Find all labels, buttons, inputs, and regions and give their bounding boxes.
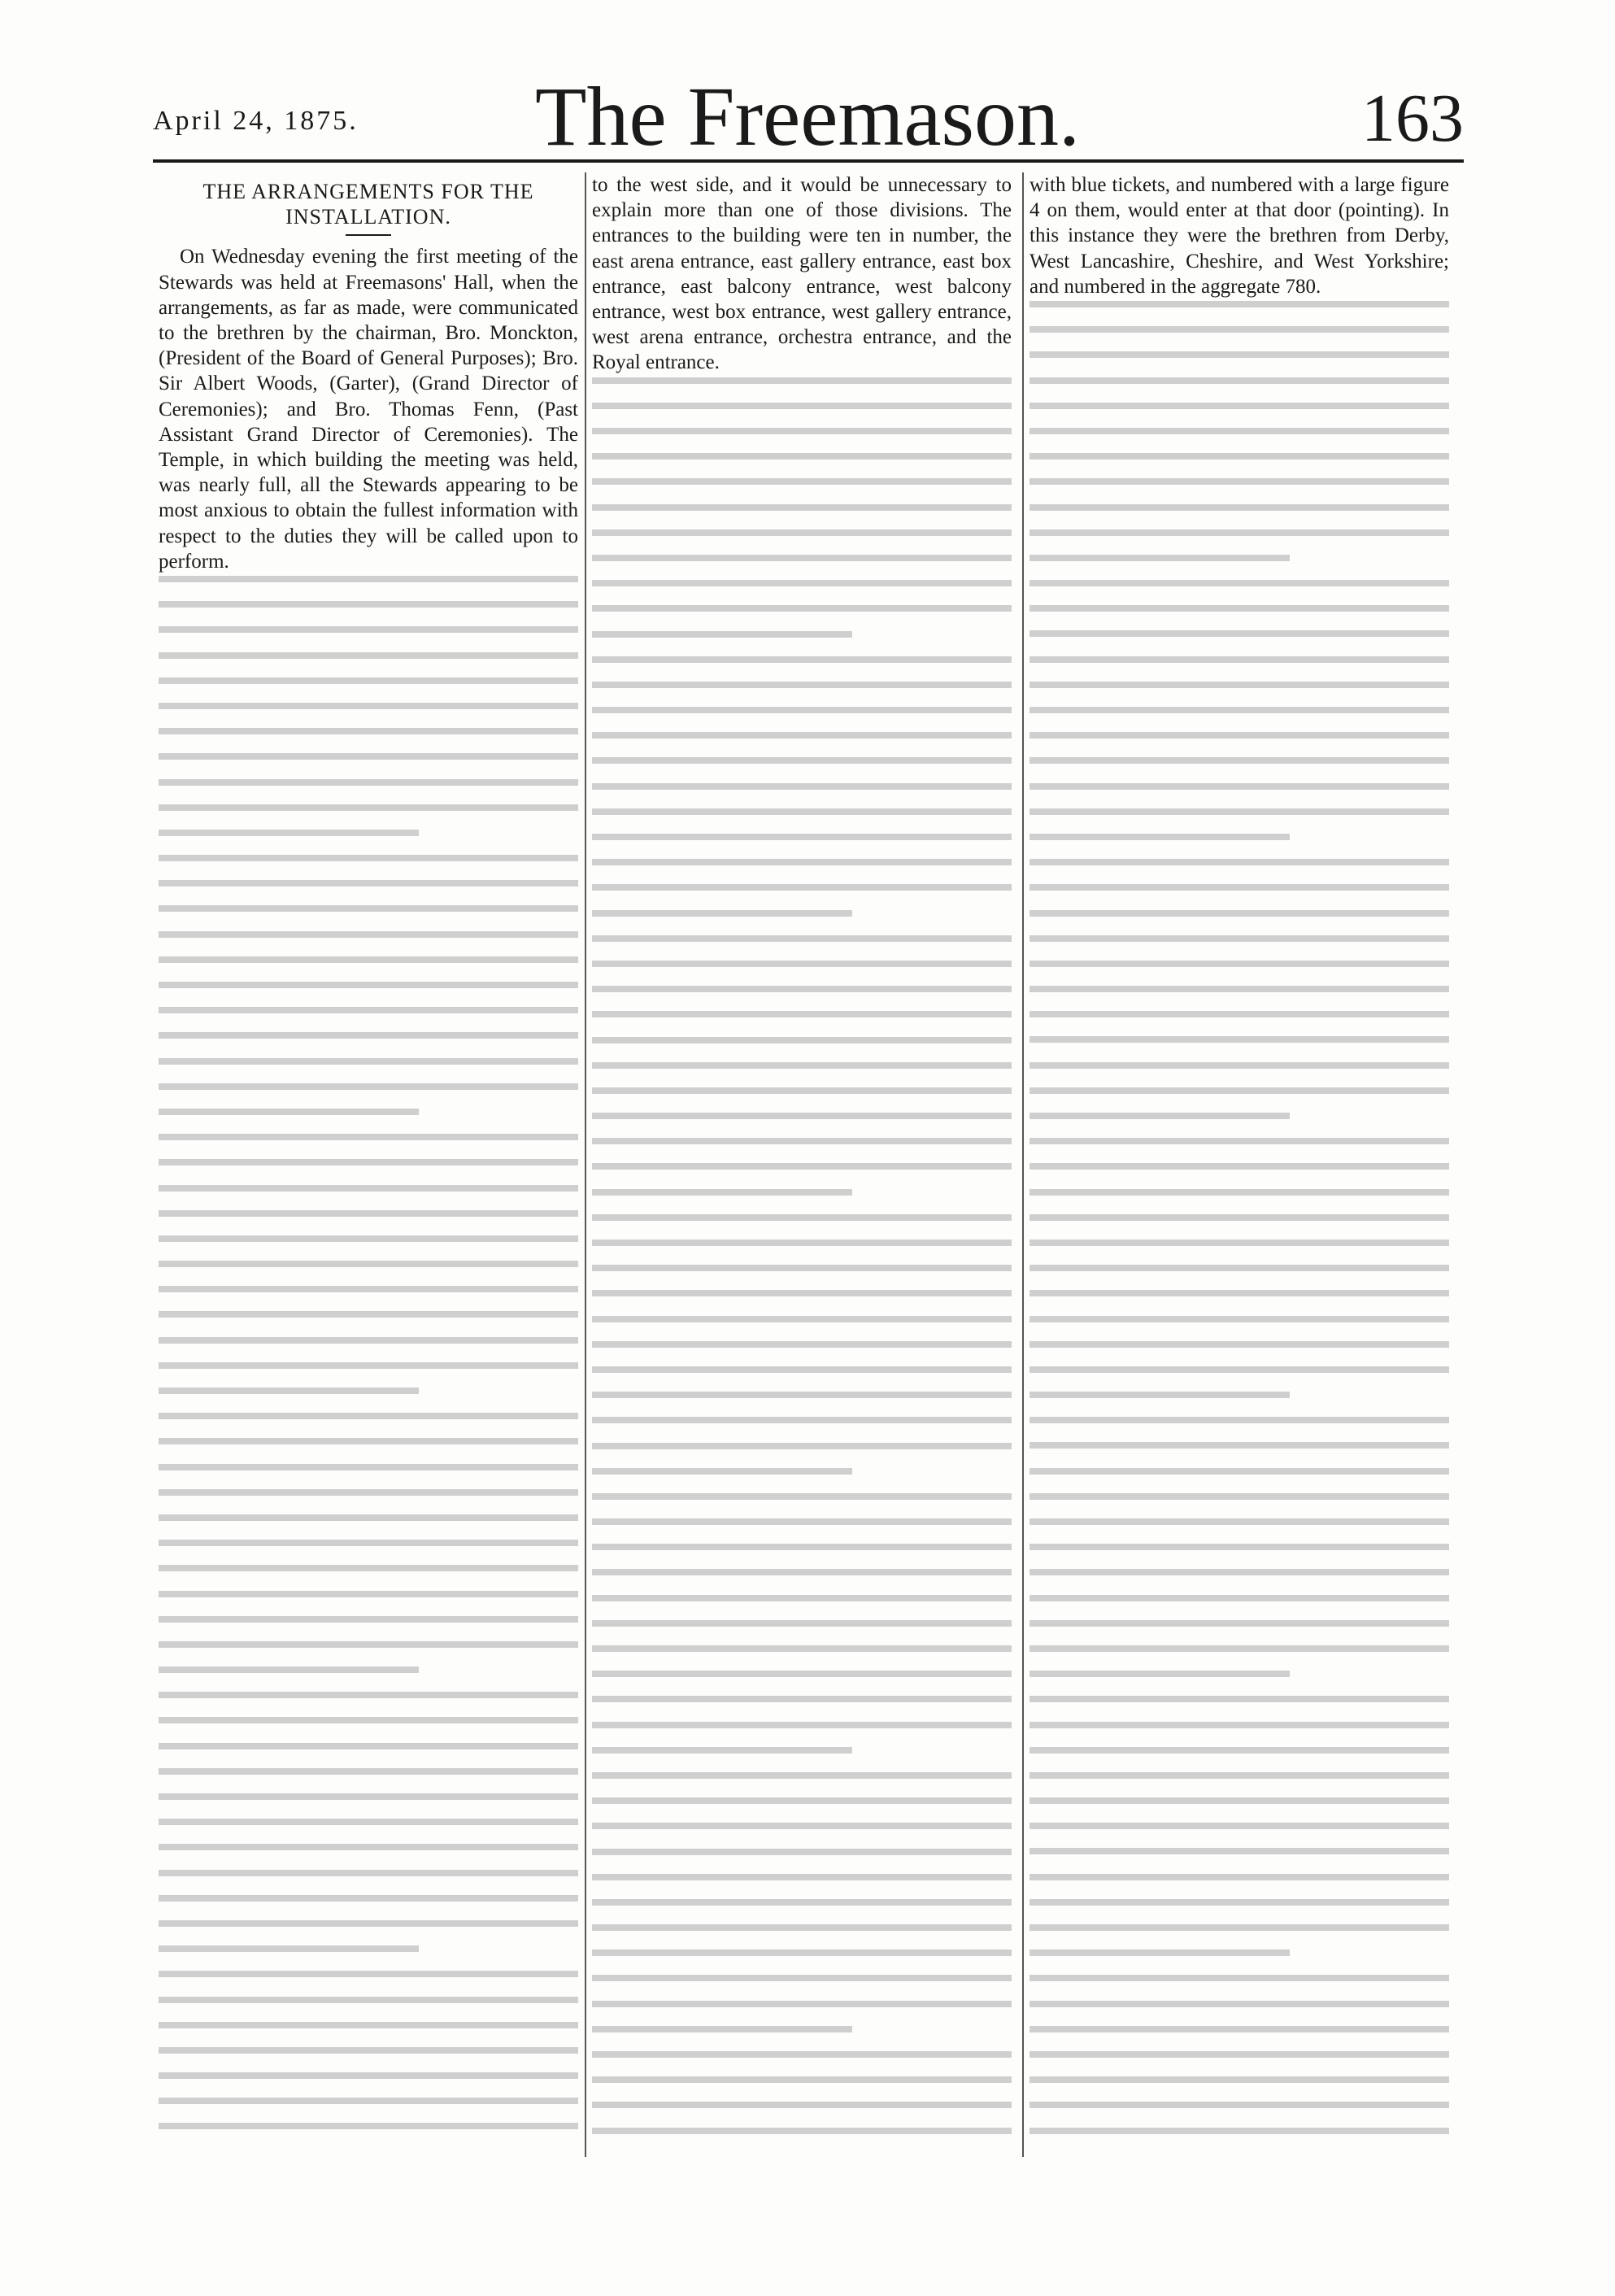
text-line-placeholder [159, 1286, 578, 1292]
text-line-placeholder [592, 2102, 1012, 2108]
text-line-placeholder [1030, 1620, 1449, 1627]
text-line-placeholder [1030, 377, 1449, 384]
text-line-placeholder [592, 1417, 1012, 1423]
text-line-placeholder [1030, 1950, 1290, 1956]
text-line-placeholder [1030, 1595, 1449, 1601]
unreadable-text-placeholder [159, 576, 578, 2129]
text-line-placeholder [159, 2123, 578, 2129]
text-line-placeholder [159, 1641, 578, 1648]
text-line-placeholder [1030, 478, 1449, 485]
text-line-placeholder [1030, 961, 1449, 967]
text-line-placeholder [1030, 326, 1449, 333]
text-line-placeholder [592, 732, 1012, 738]
text-line-placeholder [1030, 403, 1449, 409]
text-line-placeholder [592, 2026, 852, 2032]
text-line-placeholder [1030, 1417, 1449, 1423]
text-line-placeholder [1030, 555, 1290, 561]
text-line-placeholder [159, 1895, 578, 1902]
text-line-placeholder [1030, 1087, 1449, 1094]
text-line-placeholder [592, 859, 1012, 865]
text-line-placeholder [592, 377, 1012, 384]
text-line-placeholder [592, 2051, 1012, 2058]
text-line-placeholder [159, 1514, 578, 1521]
text-line-placeholder [1030, 1874, 1449, 1880]
text-line-placeholder [592, 1239, 1012, 1246]
text-line-placeholder [159, 1616, 578, 1623]
text-line-placeholder [159, 1159, 578, 1165]
text-line-placeholder [159, 1945, 419, 1952]
text-line-placeholder [1030, 580, 1449, 586]
text-line-placeholder [159, 1793, 578, 1800]
text-column-2 [592, 172, 1012, 2157]
text-line-placeholder [159, 1540, 578, 1546]
text-line-placeholder [592, 1087, 1012, 1094]
text-line-placeholder [1030, 1797, 1449, 1804]
text-line-placeholder [159, 1819, 578, 1825]
text-line-placeholder [159, 982, 578, 988]
text-line-placeholder [159, 1311, 578, 1318]
text-line-placeholder [159, 1870, 578, 1876]
text-line-placeholder [592, 1645, 1012, 1652]
text-line-placeholder [159, 1083, 578, 1090]
text-line-placeholder [1030, 783, 1449, 790]
text-line-placeholder [592, 1341, 1012, 1348]
text-line-placeholder [592, 1265, 1012, 1271]
text-line-placeholder [159, 1666, 419, 1673]
text-line-placeholder [592, 1037, 1012, 1043]
text-line-placeholder [159, 1134, 578, 1140]
text-line-placeholder [159, 1971, 578, 1977]
text-line-placeholder [592, 1874, 1012, 1880]
text-line-placeholder [1030, 1062, 1449, 1069]
text-line-placeholder [592, 1595, 1012, 1601]
text-line-placeholder [592, 478, 1012, 485]
text-line-placeholder [592, 555, 1012, 561]
text-line-placeholder [592, 1569, 1012, 1575]
text-line-placeholder [159, 855, 578, 861]
text-line-placeholder [159, 2047, 578, 2054]
column-opening-text: to the west side, and it would be unnecessary to explain more than one of those divisions. The entrances to the building were ten in number, the east arena entrance, east gallery entrance, east box entrance, east balcony entrance, west balcony entrance, west box entrance, west gallery entrance, west arena entrance, orchestra entrance, and the Royal entrance. [592, 174, 1012, 374]
text-line-placeholder [1030, 682, 1449, 688]
text-line-placeholder [592, 1620, 1012, 1627]
text-line-placeholder [159, 1007, 578, 1013]
text-line-placeholder [592, 961, 1012, 967]
text-line-placeholder [592, 1443, 1012, 1449]
masthead-rule [153, 159, 1464, 163]
text-line-placeholder [1030, 707, 1449, 713]
text-line-placeholder [1030, 1113, 1290, 1119]
text-line-placeholder [592, 2001, 1012, 2007]
text-line-placeholder [592, 1011, 1012, 1017]
text-line-placeholder [1030, 1924, 1449, 1931]
text-line-placeholder [159, 1388, 419, 1394]
text-line-placeholder [1030, 1747, 1449, 1754]
text-line-placeholder [592, 1924, 1012, 1931]
text-line-placeholder [1030, 504, 1449, 511]
text-line-placeholder [159, 576, 578, 582]
text-line-placeholder [592, 1899, 1012, 1906]
text-line-placeholder [1030, 1239, 1449, 1246]
text-line-placeholder [1030, 1214, 1449, 1221]
text-line-placeholder [159, 804, 578, 811]
text-line-placeholder [159, 1844, 578, 1850]
text-line-placeholder [159, 652, 578, 659]
text-line-placeholder [159, 1489, 578, 1496]
text-line-placeholder [592, 1849, 1012, 1855]
text-line-placeholder [159, 830, 419, 836]
text-line-placeholder [159, 1768, 578, 1775]
text-line-placeholder [159, 1337, 578, 1344]
text-line-placeholder [592, 986, 1012, 992]
heading-rule [346, 234, 391, 236]
text-line-placeholder [159, 1717, 578, 1723]
text-line-placeholder [1030, 884, 1449, 891]
text-line-placeholder [159, 1692, 578, 1698]
text-line-placeholder [592, 580, 1012, 586]
text-line-placeholder [1030, 1772, 1449, 1779]
page-number: 163 [1361, 81, 1464, 156]
text-line-placeholder [1030, 808, 1449, 815]
text-line-placeholder [1030, 1848, 1449, 1854]
issue-date: April 24, 1875. [153, 106, 359, 136]
text-line-placeholder [1030, 1036, 1449, 1043]
text-line-placeholder [159, 1032, 578, 1039]
text-line-placeholder [1030, 834, 1290, 840]
text-line-placeholder [159, 1210, 578, 1217]
text-line-placeholder [592, 1823, 1012, 1829]
text-line-placeholder [1030, 1341, 1449, 1348]
column-divider [585, 172, 586, 2157]
text-line-placeholder [592, 834, 1012, 840]
text-line-placeholder [592, 1290, 1012, 1296]
text-line-placeholder [1030, 1011, 1449, 1017]
text-line-placeholder [1030, 1823, 1449, 1829]
text-line-placeholder [592, 1797, 1012, 1804]
text-line-placeholder [159, 880, 578, 887]
text-line-placeholder [1030, 301, 1449, 307]
text-line-placeholder [592, 1671, 1012, 1677]
text-line-placeholder [159, 2098, 578, 2104]
text-line-placeholder [1030, 2102, 1449, 2108]
text-line-placeholder [592, 1163, 1012, 1170]
newspaper-title: The Freemason. [534, 70, 1080, 163]
text-line-placeholder [592, 757, 1012, 764]
text-line-placeholder [592, 1950, 1012, 1956]
text-line-placeholder [1030, 859, 1449, 865]
text-line-placeholder [592, 910, 852, 917]
text-line-placeholder [159, 779, 578, 786]
text-line-placeholder [592, 1722, 1012, 1728]
text-line-placeholder [592, 1468, 852, 1475]
text-line-placeholder [1030, 1138, 1449, 1144]
text-line-placeholder [1030, 453, 1449, 460]
text-column-3 [1030, 172, 1449, 2157]
text-line-placeholder [592, 605, 1012, 612]
text-line-placeholder [1030, 529, 1449, 536]
text-line-placeholder [592, 1392, 1012, 1398]
text-line-placeholder [1030, 1290, 1449, 1296]
text-line-placeholder [592, 1772, 1012, 1779]
text-line-placeholder [592, 1062, 1012, 1069]
text-line-placeholder [159, 956, 578, 963]
text-line-placeholder [592, 783, 1012, 790]
text-line-placeholder [592, 935, 1012, 942]
text-line-placeholder [159, 2022, 578, 2028]
text-line-placeholder [1030, 351, 1449, 358]
text-line-placeholder [592, 1975, 1012, 1981]
text-line-placeholder [1030, 1265, 1449, 1271]
text-line-placeholder [592, 808, 1012, 815]
text-line-placeholder [159, 1058, 578, 1065]
text-line-placeholder [592, 2076, 1012, 2083]
text-line-placeholder [1030, 986, 1449, 992]
text-line-placeholder [592, 1696, 1012, 1702]
text-line-placeholder [1030, 428, 1449, 434]
text-line-placeholder [592, 1316, 1012, 1322]
text-line-placeholder [159, 626, 578, 633]
text-line-placeholder [592, 884, 1012, 891]
text-line-placeholder [1030, 1468, 1449, 1475]
text-column-1 [159, 172, 578, 2157]
text-line-placeholder [1030, 1493, 1449, 1500]
text-line-placeholder [1030, 1518, 1449, 1525]
text-line-placeholder [1030, 630, 1449, 637]
text-line-placeholder [159, 1464, 578, 1470]
text-line-placeholder [159, 1997, 578, 2003]
text-line-placeholder [1030, 2001, 1449, 2007]
text-line-placeholder [1030, 605, 1449, 612]
text-line-placeholder [159, 1591, 578, 1597]
text-line-placeholder [1030, 910, 1449, 917]
unreadable-text-placeholder [1030, 301, 1449, 2134]
text-line-placeholder [592, 1138, 1012, 1144]
text-line-placeholder [592, 656, 1012, 663]
text-line-placeholder [159, 1261, 578, 1267]
text-line-placeholder [159, 677, 578, 684]
text-line-placeholder [1030, 656, 1449, 663]
text-line-placeholder [592, 631, 852, 638]
text-line-placeholder [159, 1438, 578, 1444]
text-line-placeholder [159, 2072, 578, 2079]
text-line-placeholder [1030, 1544, 1449, 1550]
text-line-placeholder [592, 504, 1012, 511]
text-line-placeholder [1030, 1975, 1449, 1981]
text-line-placeholder [159, 1109, 419, 1115]
column-opening-text: with blue tickets, and numbered with a large figure 4 on them, would enter at that door (pointing). In this instance they were the brethren from Derby, West Lancashire, Cheshire, and West Yorkshire; and numbered in the aggregate 780. [1030, 174, 1449, 298]
text-line-placeholder [592, 529, 1012, 536]
text-line-placeholder [1030, 1645, 1449, 1652]
text-line-placeholder [1030, 2026, 1449, 2032]
text-line-placeholder [159, 905, 578, 912]
text-line-placeholder [592, 707, 1012, 713]
text-line-placeholder [592, 1518, 1012, 1525]
text-line-placeholder [159, 728, 578, 734]
text-line-placeholder [159, 1920, 578, 1927]
text-line-placeholder [1030, 732, 1449, 738]
text-line-placeholder [159, 1743, 578, 1749]
text-line-placeholder [159, 753, 578, 760]
text-line-placeholder [592, 428, 1012, 434]
text-line-placeholder [592, 2128, 1012, 2134]
text-line-placeholder [1030, 1671, 1290, 1677]
text-line-placeholder [1030, 1163, 1449, 1170]
text-line-placeholder [159, 1185, 578, 1192]
text-line-placeholder [1030, 2128, 1449, 2134]
text-line-placeholder [1030, 1569, 1449, 1575]
article-heading: THE ARRANGEMENTS FOR THE INSTALLATION. [202, 180, 534, 229]
column-divider [1022, 172, 1024, 2157]
text-line-placeholder [1030, 1392, 1290, 1398]
column-opening-text: On Wednesday evening the first meeting of the Stewards was held at Freemasons' Hall, when the arrangements, as far as made, were communicated to the brethren by the chairman, Bro. Monckton, (President of the Board of General Purposes); Bro. Sir Albert Woods, (Garter), (Grand Director of Ceremonies); and Bro. Thomas Fenn, (Past Assistant Grand Director of Ceremonies). The Temple, in which building the meeting was held, was nearly full, all the Stewards appearing to be most anxious to obtain the fullest information with respect to the duties they will be called upon to perform. [159, 246, 578, 573]
text-line-placeholder [592, 403, 1012, 409]
text-line-placeholder [159, 1235, 578, 1242]
text-line-placeholder [592, 1747, 852, 1754]
text-line-placeholder [592, 1189, 852, 1196]
text-line-placeholder [1030, 1722, 1449, 1728]
text-line-placeholder [1030, 1442, 1449, 1449]
text-line-placeholder [1030, 1899, 1449, 1906]
text-line-placeholder [592, 682, 1012, 688]
text-line-placeholder [1030, 2076, 1449, 2083]
text-line-placeholder [592, 1214, 1012, 1221]
text-line-placeholder [1030, 2051, 1449, 2058]
text-line-placeholder [1030, 935, 1449, 942]
text-line-placeholder [1030, 1696, 1449, 1702]
text-line-placeholder [1030, 1189, 1449, 1196]
text-line-placeholder [159, 931, 578, 938]
text-line-placeholder [159, 1362, 578, 1369]
unreadable-text-placeholder [592, 377, 1012, 2134]
text-line-placeholder [592, 1366, 1012, 1373]
text-line-placeholder [1030, 757, 1449, 764]
text-line-placeholder [159, 601, 578, 608]
text-line-placeholder [592, 453, 1012, 460]
text-line-placeholder [592, 1493, 1012, 1500]
text-line-placeholder [1030, 1366, 1449, 1373]
text-line-placeholder [592, 1113, 1012, 1119]
text-line-placeholder [159, 1413, 578, 1419]
text-line-placeholder [1030, 1316, 1449, 1322]
text-line-placeholder [592, 1544, 1012, 1550]
text-line-placeholder [159, 1565, 578, 1571]
text-line-placeholder [159, 703, 578, 709]
